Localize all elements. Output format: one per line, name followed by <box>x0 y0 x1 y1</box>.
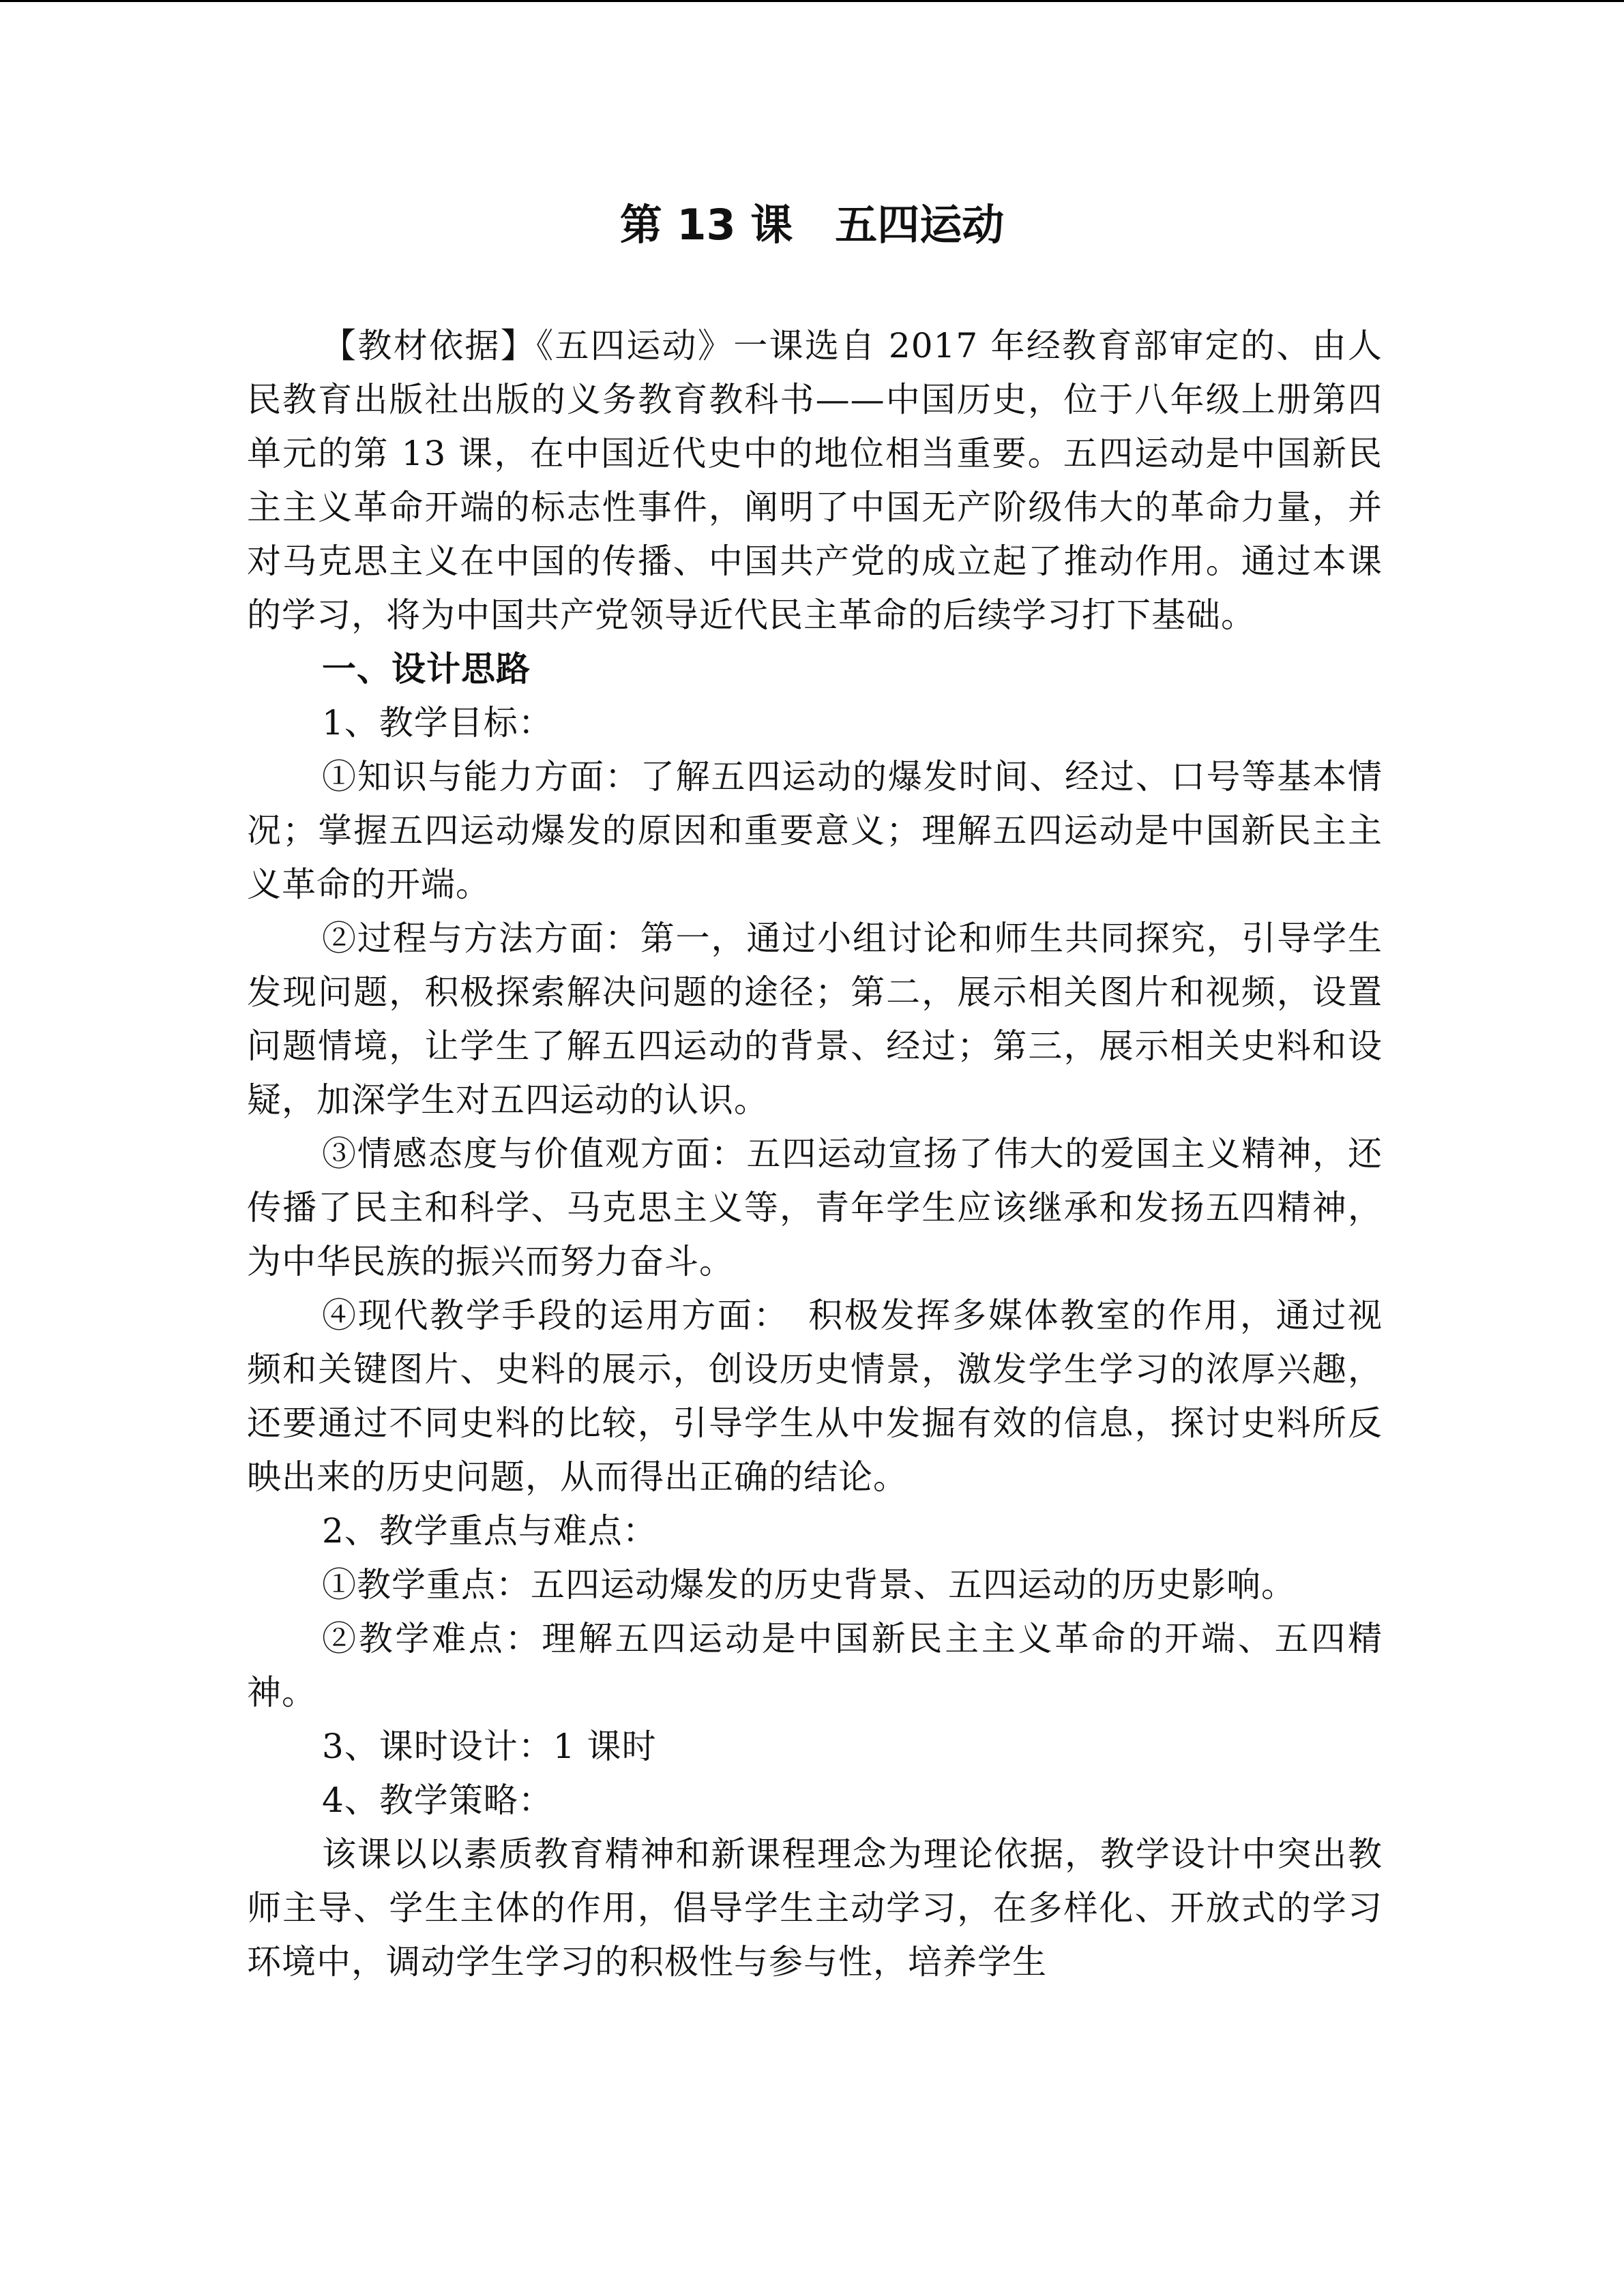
paragraph-key-point: ①教学重点：五四运动爆发的历史背景、五四运动的历史影响。 <box>322 1565 1296 1605</box>
document-body <box>247 319 1383 1989</box>
paragraph-class-hours: 3、课时设计：1 课时 <box>322 1727 657 1766</box>
paragraph-difficult-point: ②教学难点：理解五四运动是中国新民主主义革命的开端、五四精神。 <box>247 1619 1383 1712</box>
top-border-line <box>0 0 1624 2</box>
subheading-key-difficult-points: 2、教学重点与难点： <box>322 1511 658 1551</box>
lesson-title: 第 13 课 五四运动 <box>619 200 1005 250</box>
paragraph-modern-teaching-means: ④现代教学手段的运用方面： 积极发挥多媒体教室的作用，通过视频和关键图片、史料的展示，创设历史情景，激发学生学习的浓厚兴趣，还要通过不同史料的比较，引导学生从中发掘有效的信息，探讨史料所反映出来的历史问题，从而得出正确的结论。 <box>247 1296 1383 1497</box>
paragraph-strategy-text: 该课以以素质教育精神和新课程理念为理论依据，教学设计中突出教师主导、学生主体的作用，倡导学生主动学习，在多样化、开放式的学习环境中，调动学生学习的积极性与参与性，培养学生 <box>247 1834 1383 1982</box>
section-heading-design-idea: 一、设计思路 <box>322 649 531 689</box>
paragraph-textbook-basis: 【教材依据】《五四运动》一课选自 2017 年经教育部审定的、由人民教育出版社出版的义务教育教科书——中国历史，位于八年级上册第四单元的第 13 课，在中国近代史中的地位相当重要。五四运动是中国新民主主义革命开端的标志性事件，阐明了中国无产阶级伟大的革命力量，并对马克思主义在中国的传播、中国共产党的成立起了推动作用。通过本课的学习，将为中国共产党领导近代民主革命的后续学习打下基础。 <box>247 326 1383 635</box>
subheading-teaching-strategy: 4、教学策略： <box>322 1780 553 1820</box>
paragraph-knowledge-ability: ①知识与能力方面：了解五四运动的爆发时间、经过、口号等基本情况；掌握五四运动爆发的原因和重要意义；理解五四运动是中国新民主主义革命的开端。 <box>247 757 1383 904</box>
paragraph-process-method: ②过程与方法方面：第一，通过小组讨论和师生共同探究，引导学生发现问题，积极探索解决问题的途径；第二，展示相关图片和视频，设置问题情境，让学生了解五四运动的背景、经过；第三，展示相关史料和设疑，加深学生对五四运动的认识。 <box>247 919 1383 1120</box>
subheading-teaching-objectives: 1、教学目标： <box>322 703 553 743</box>
paragraph-emotion-values: ③情感态度与价值观方面：五四运动宣扬了伟大的爱国主义精神，还传播了民主和科学、马克思主义等，青年学生应该继承和发扬五四精神，为中华民族的振兴而努力奋斗。 <box>247 1134 1383 1281</box>
